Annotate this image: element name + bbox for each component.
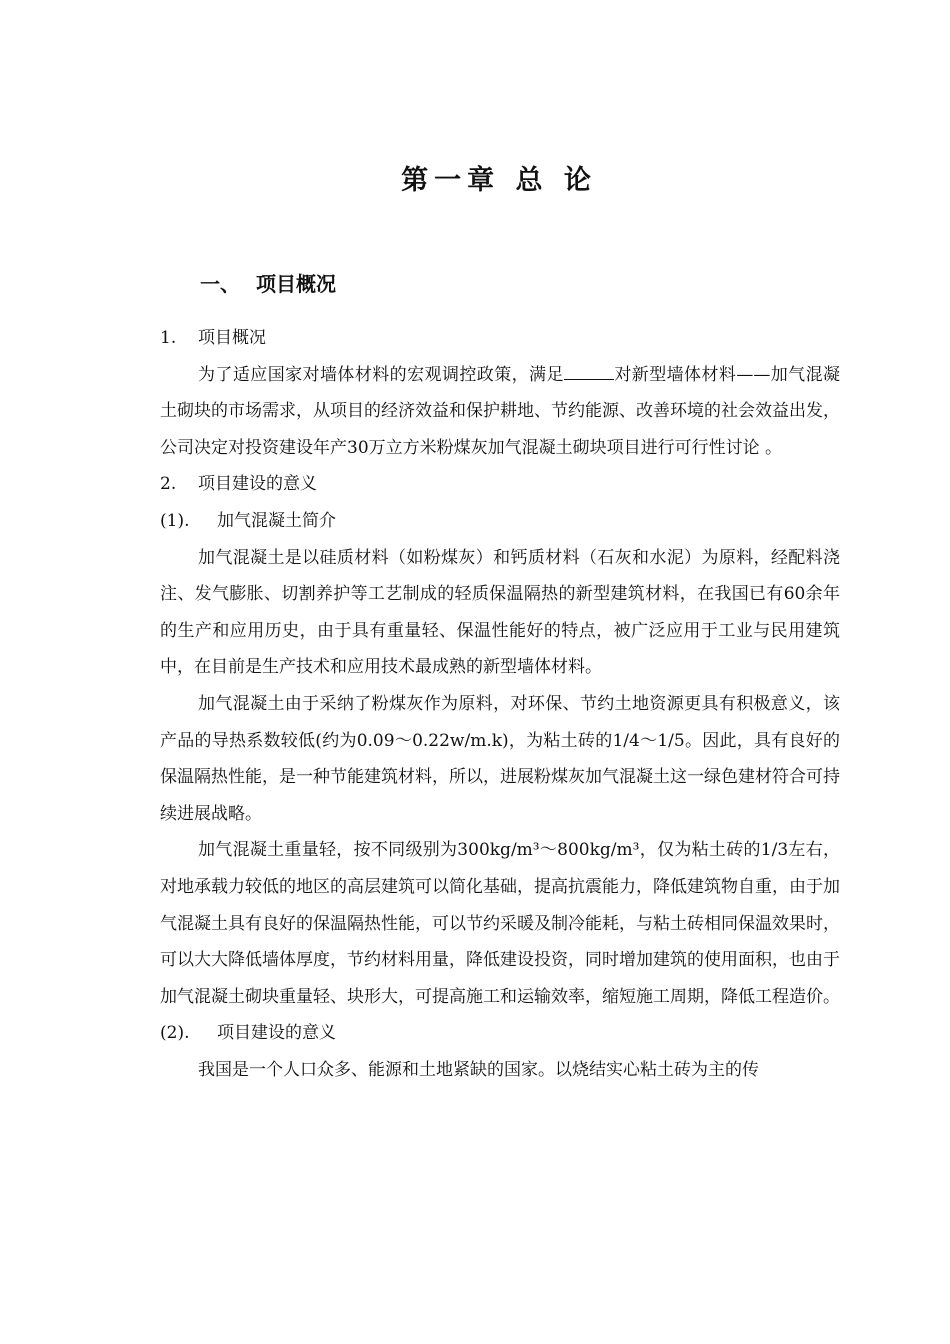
paragraph-project-overview: [160, 357, 840, 467]
subitem-1-heading: [160, 503, 840, 540]
paragraph-1-part-b: 对新型墙体材料——加气混凝土砌块的市场需求，从项目的经济效益和保护耕地、节约能源、改善环境的社会效益出发，公司决定对投资建设年产30万立方米粉煤灰加气混凝土砌块项目进行可行性讨论 。: [160, 364, 841, 458]
section-number: 一、: [200, 272, 240, 296]
section-title: 项目概况: [256, 272, 336, 296]
subitem-2-heading: [160, 1015, 840, 1052]
item-2-number: 2.: [160, 474, 177, 495]
fill-in-blank: [564, 361, 614, 380]
chapter-title: 第一章 总 论: [401, 165, 597, 196]
item-1-title: 项目概况: [198, 328, 266, 348]
paragraph-aac-fly-ash: 加气混凝土由于采纳了粉煤灰作为原料，对环保、节约土地资源更具有积极意义，该产品的导热系数较低(约为0.09～0.22w/m.k)，为粘土砖的1/4～1/5。因此，具有良好的保温隔热性能，是一种节能建筑材料，所以，进展粉煤灰加气混凝土这一绿色建材符合可持续进展战略。: [160, 693, 840, 824]
item-2-title: 项目建设的意义: [198, 474, 317, 495]
section-heading: [200, 268, 336, 297]
paragraph-project-significance: 我国是一个人口众多、能源和土地紧缺的国家。以烧结实心粘土砖为主的传: [198, 1059, 759, 1080]
subitem-1-title: 加气混凝土简介: [217, 510, 336, 531]
subitem-2-number: (2).: [160, 1023, 190, 1044]
subitem-2-title: 项目建设的意义: [217, 1023, 336, 1044]
item-1-number: 1.: [160, 328, 177, 348]
subitem-1-number: (1).: [160, 510, 190, 531]
paragraph-aac-intro: 加气混凝土是以硅质材料（如粉煤灰）和钙质材料（石灰和水泥）为原料，经配料浇注、发气膨胀、切割养护等工艺制成的轻质保温隔热的新型建筑材料，在我国已有60余年的生产和应用历史，由于具有重量轻、保温性能好的特点，被广泛应用于工业与民用建筑中，在目前是生产技术和应用技术最成熟的新型墙体材料。: [160, 547, 840, 678]
item-1-heading: [160, 320, 840, 357]
paragraph-1-part-a: 为了适应国家对墙体材料的宏观调控政策，满足: [198, 364, 564, 385]
document-body: [160, 320, 840, 1088]
item-2-heading: [160, 466, 840, 503]
paragraph-aac-lightweight: 加气混凝土重量轻，按不同级别为300kg/m³～800kg/m³，仅为粘土砖的1/3左右，对地承载力较低的地区的高层建筑可以简化基础，提高抗震能力，降低建筑物自重，由于加气混凝土具有良好的保温隔热性能，可以节约采暖及制冷能耗，与粘土砖相同保温效果时，可以大大降低墙体厚度，节约材料用量，降低建设投资，同时增加建筑的使用面积，也由于加气混凝土砌块重量轻、块形大，可提高施工和运输效率，缩短施工周期，降低工程造价。: [160, 840, 840, 1007]
